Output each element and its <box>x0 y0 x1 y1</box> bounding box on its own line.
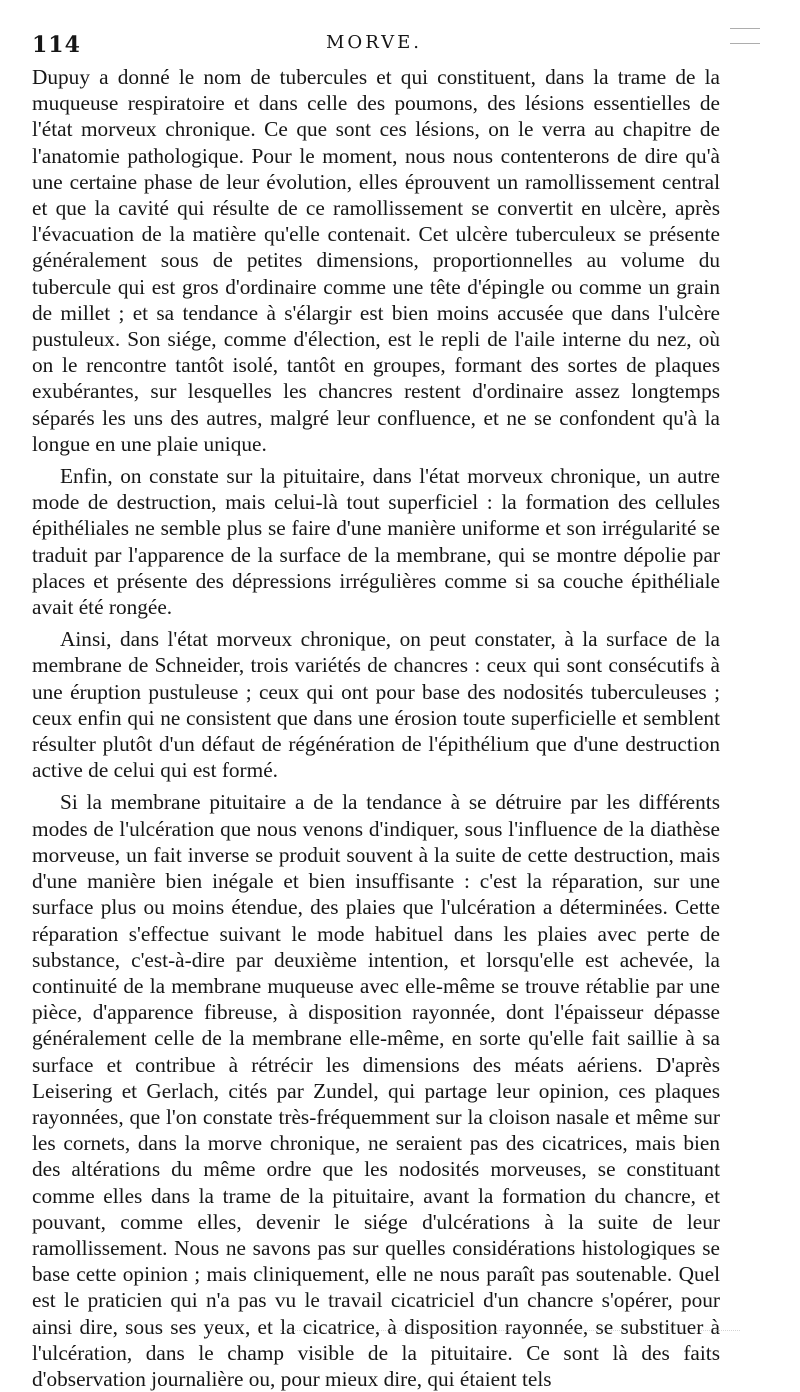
paragraph-4: Si la membrane pituitaire a de la tendance à se détruire par les différents modes de l'ulcération que nous venons d'indiquer, sous l'influence de la diathèse morveuse, un fait inverse se produit souvent à la suite de cette destruction, mais d'une manière bien inégale et bien insuffisante : c'est la réparation, sur une surface plus ou moins étendue, des plaies que l'ulcération a déterminées. Cette réparation s'effectue suivant le mode habituel dans les plaies avec perte de substance, c'est-à-dire par deuxième intention, et lorsqu'elle est achevée, la continuité de la membrane muqueuse avec elle-même se trouve rétablie par une pièce, d'apparence fibreuse, à disposition rayonnée, dont l'épaisseur dépasse généralement celle de la membrane elle-même, en sorte qu'elle fait saillie à sa surface et contribue à rétrécir les dimensions des méats aériens. D'après Leisering et Gerlach, cités par Zundel, qui partage leur opinion, ces plaques rayonnées, que l'on constate très-fréquemment sur la cloison nasale et même sur les cornets, dans la morve chronique, ne seraient pas des cicatrices, mais bien des altérations du même ordre que les nodosités morveuses, se constituant comme elles dans la trame de la pituitaire, avant la formation du chancre, et pouvant, comme elles, devenir le siége d'ulcérations à la suite de leur ramollissement. Nous ne savons pas sur quelles considérations histologiques se base cette opinion ; mais cliniquement, elle ne nous paraît pas soutenable. Quel est le praticien qui n'a pas vu le travail cicatriciel d'un chancre s'opérer, pour ainsi dire, sous ses yeux, et la cicatrice, à disposition rayonnée, se substituer à l'ulcération, dans le champ visible de la pituitaire. Ce sont là des faits d'observation journalière ou, pour mieux dire, qui étaient tels <box>32 790 720 1391</box>
paragraph-3: Ainsi, dans l'état morveux chronique, on peut constater, à la surface de la membrane de Schneider, trois variétés de chancres : ceux qui sont consécutifs à une éruption pustuleuse ; ceux qui ont pour base des nodosités tuberculeuses ; ceux enfin qui ne consistent que dans une érosion toute superficielle et semblent résulter plutôt d'un défaut de régénération de l'épithélium que d'une destruction active de celui qui est formé. <box>32 627 720 783</box>
paragraph-2: Enfin, on constate sur la pituitaire, dans l'état morveux chronique, un autre mode de destruction, mais celui-là tout superficiel : la formation des cellules épithéliales ne semble plus se faire d'une manière uniforme et son irrégularité se traduit par l'apparence de la surface de la membrane, qui se montre dépolie par places et présente des dépressions irrégulières comme si sa couche épithéliale avait été rongée. <box>32 464 720 620</box>
running-title: MORVE. <box>326 32 422 53</box>
paragraph-1: Dupuy a donné le nom de tubercules et qui constituent, dans la trame de la muqueuse respiratoire et dans celle des poumons, des lésions essentielles de l'état morveux chronique. Ce que sont ces lésions, on le verra au chapitre de l'anatomie pathologique. Pour le moment, nous nous contenterons de dire qu'à une certaine phase de leur évolution, elles éprouvent un ramollissement central et que la cavité qui résulte de ce ramollissement se convertit en ulcère, après l'évacuation de la matière qu'elle contenait. Cet ulcère tuberculeux se présente généralement sous de petites dimensions, proportionnelles au volume du tubercule qui est gros d'ordinaire comme une tête d'épingle ou comme un grain de millet ; et sa tendance à s'élargir est bien moins accusée que dans l'ulcère pustuleux. Son siége, comme d'élection, est le repli de l'aile interne du nez, où on le rencontre tantôt isolé, tantôt en groupes, formant des sortes de plaques exubérantes, sur lesquelles les chancres restent d'ordinaire assez longtemps séparés les uns des autres, malgré leur confluence, et ne se confondent qu'à la longue en une plaie unique. <box>32 65 720 456</box>
page-header <box>32 28 720 58</box>
body-text <box>32 64 720 1392</box>
page-number: 114 <box>32 32 81 58</box>
scan-artifact-decoration <box>280 1330 740 1335</box>
print-mark-decoration <box>730 28 760 44</box>
